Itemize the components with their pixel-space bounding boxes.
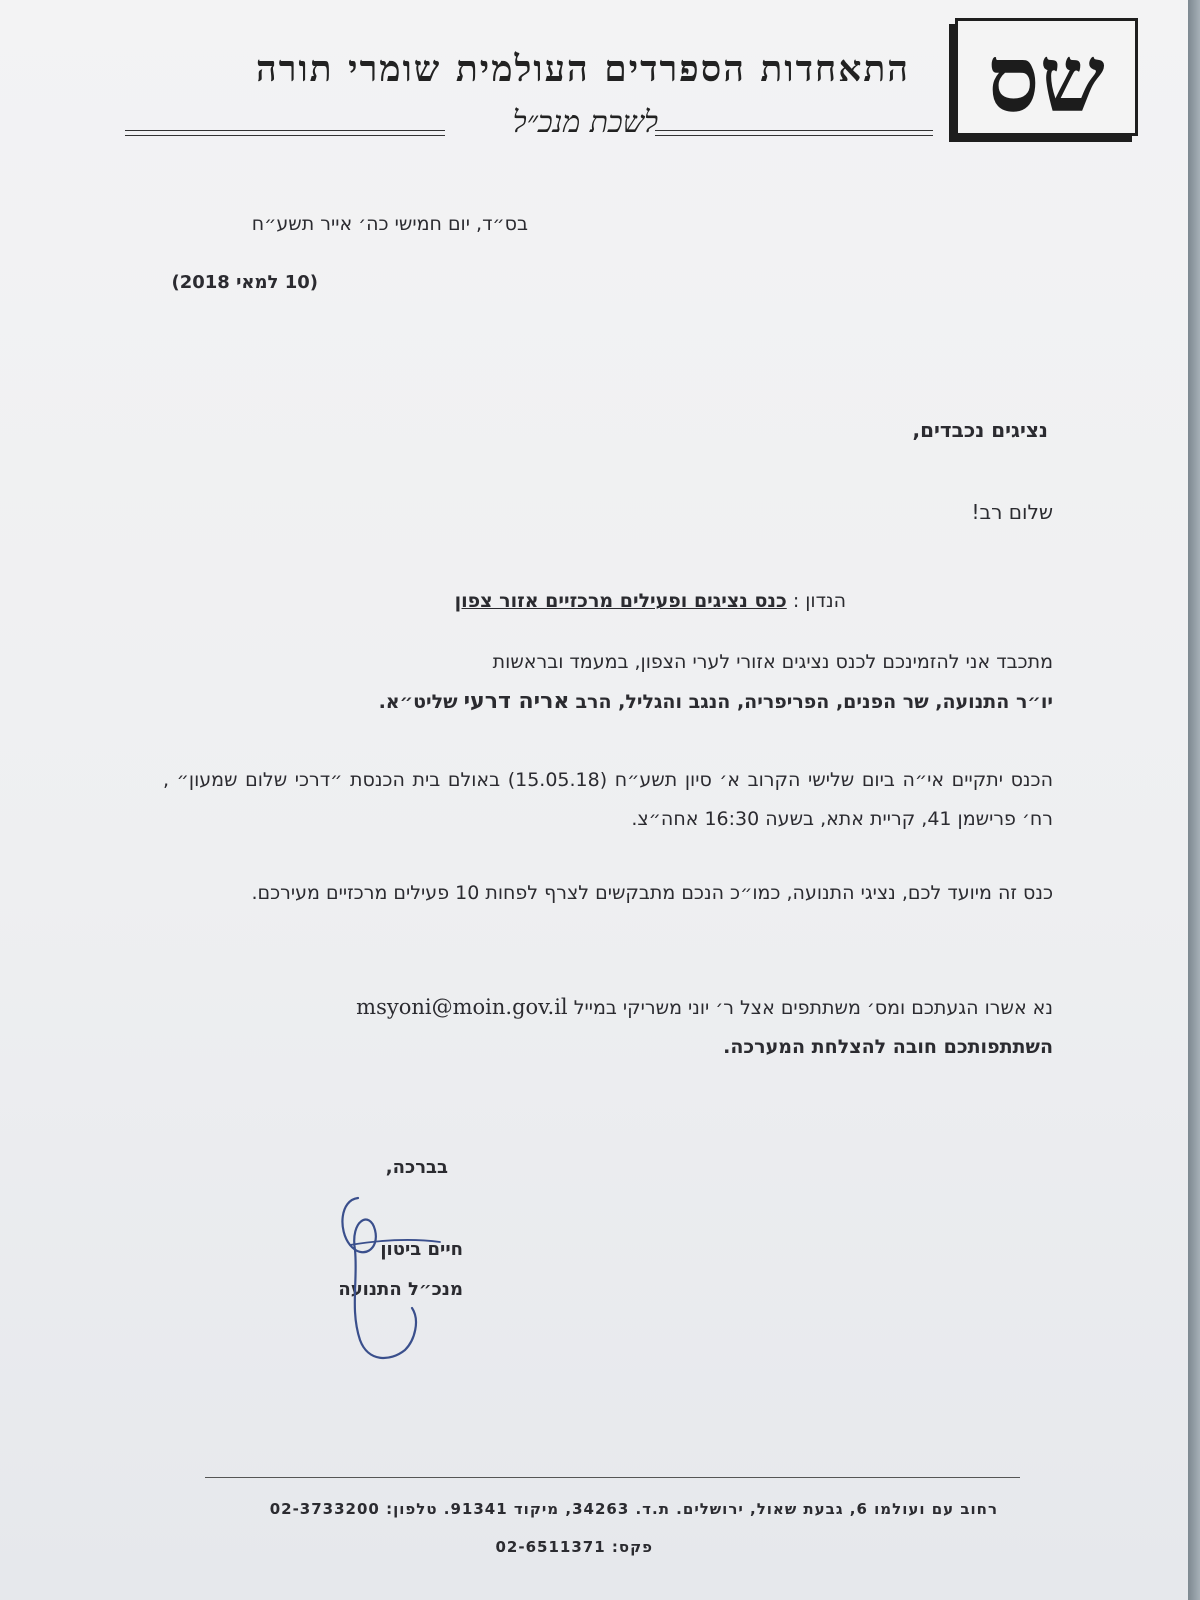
- footer-address: רחוב עם ועולמו 6, גבעת שאול, ירושלים. ת.ד. 34263, מיקוד 91341. טלפון: 02-3733200: [269, 1500, 998, 1518]
- subject-line: [455, 590, 846, 612]
- background-edge: [1188, 0, 1200, 1600]
- invitation-host-titles: יו״ר התנועה, שר הפנים, הפריפריה, הנגב והגליל, הרב: [575, 691, 1053, 713]
- handwritten-signature: [320, 1190, 460, 1370]
- office-name: לשכת מנכ״ל: [512, 105, 658, 140]
- invitation-line-1: מתכבד אני להזמינכם לכנס נציגים אזורי לערי הצפון, במעמד ובראשות: [492, 651, 1053, 673]
- paragraph-audience: כנס זה מיועד לכם, נציגי התנועה, כמו״כ הנכם מתבקשים לצרף לפחות 10 פעילים מרכזיים מעירכם.: [251, 882, 1053, 904]
- gregorian-date: (10 למאי 2018): [171, 272, 318, 293]
- invitation-host-honorific: שליט״א.: [378, 691, 458, 713]
- hebrew-date: בס״ד, יום חמישי כה׳ אייר תשע״ח: [251, 213, 528, 235]
- shas-logo: [955, 18, 1138, 136]
- paragraph-rsvp: [163, 988, 1053, 1067]
- invitation-line-2: [163, 682, 1053, 722]
- invitation-host-name: אריה דרעי: [463, 689, 570, 714]
- subject-label: הנדון :: [792, 590, 846, 612]
- paragraph-invitation: [163, 643, 1053, 722]
- footer-fax: פקס: 02-6511371: [495, 1538, 653, 1556]
- paragraph-event-details: הכנס יתקיים אי״ה ביום שלישי הקרוב א׳ סיון תשע״ח (15.05.18) באולם בית הכנסת ״דרכי שלום שמעון״ , רח׳ פרישמן 41, קריית אתא, בשעה 16:30 אחה״צ.: [163, 769, 1053, 830]
- letterhead-rule-left: [125, 130, 445, 136]
- shas-logo-mark: [958, 21, 1135, 133]
- rsvp-emphasis: השתתפותכם חובה להצלחת המערכה.: [723, 1036, 1053, 1058]
- organization-name: התאחדות הספרדים העולמית שומרי תורה: [256, 48, 910, 90]
- rsvp-email: msyoni@moin.gov.il: [356, 995, 568, 1019]
- salutation: נציגים נכבדים,: [912, 418, 1048, 442]
- rsvp-line-1: [163, 988, 1053, 1028]
- logo-letters: שס: [987, 25, 1105, 133]
- letterhead-rule-right: [655, 130, 933, 136]
- closing: בברכה,: [385, 1157, 448, 1178]
- subject-text: כנס נציגים ופעילים מרכזיים אזור צפון: [454, 590, 787, 612]
- signer-name: חיים ביטון: [380, 1239, 463, 1260]
- signer-title: מנכ״ל התנועה: [338, 1279, 463, 1300]
- rsvp-text: נא אשרו הגעתכם ומס׳ משתתפים אצל ר׳ יוני משריקי במייל: [573, 997, 1053, 1019]
- greeting: שלום רב!: [971, 500, 1053, 524]
- footer-rule: [205, 1477, 1020, 1478]
